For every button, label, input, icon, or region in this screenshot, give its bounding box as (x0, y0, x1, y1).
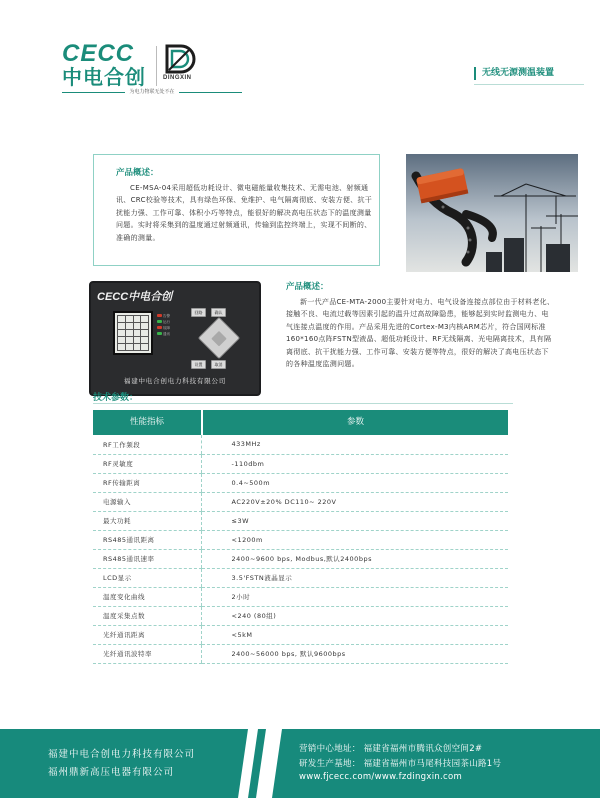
product-photo (406, 154, 578, 272)
footer-company-1: 福建中电合创电力科技有限公司 (48, 749, 196, 760)
col-value-header: 参数 (203, 410, 508, 435)
spec-row (93, 530, 508, 549)
spec-row (93, 492, 508, 511)
spec-row (93, 568, 508, 587)
device-panel (89, 281, 261, 396)
header-rule (474, 84, 584, 85)
specs-header (93, 410, 508, 435)
overview-box-2 (271, 281, 561, 393)
spec-name: RF传输距离 (93, 473, 201, 492)
spec-name: 光纤通讯波特率 (93, 644, 201, 663)
footer (0, 729, 600, 798)
overview2-title: 产品概述： (286, 282, 329, 292)
overview-box-1 (93, 154, 380, 266)
spec-value: AC220V±20% DC110~ 220V (201, 492, 508, 511)
specs-rule (93, 403, 513, 404)
spec-value: 3.5'FSTN液晶显示 (201, 568, 508, 587)
spec-name: 温度变化曲线 (93, 587, 201, 606)
spec-name: 温度采集点数 (93, 606, 201, 625)
spec-name: 光纤通讯距离 (93, 625, 201, 644)
spec-value: 433MHz (201, 435, 508, 454)
led-comm (157, 332, 162, 335)
spec-row (93, 473, 508, 492)
footer-sales-address: 营销中心地址： 福建省福州市腾讯众创空间2# (299, 744, 483, 754)
specs-title: 技术参数： (93, 393, 139, 403)
spec-row (93, 606, 508, 625)
spec-name: RS485通讯速率 (93, 549, 201, 568)
spec-value: 2小时 (201, 587, 508, 606)
logo-en: CECC (62, 40, 135, 67)
spec-row (93, 625, 508, 644)
spec-value: 2400~56000 bps, 默认9600bps (201, 644, 508, 663)
led-run (157, 320, 162, 323)
spec-name: LCD显示 (93, 568, 201, 587)
spec-value: -110dbm (201, 454, 508, 473)
device-logo: CECC中电合创 (97, 291, 173, 303)
lcd-screen (113, 311, 153, 355)
return-button[interactable]: 回路 (191, 308, 206, 317)
direction-pad[interactable] (198, 317, 240, 359)
spec-value: ≤3W (201, 511, 508, 530)
footer-website[interactable]: www.fjcecc.com/www.fzdingxin.com (299, 772, 463, 782)
overview1-title: 产品概述： (116, 168, 159, 178)
status-leds (157, 314, 162, 338)
confirm-button[interactable]: 确认 (211, 308, 226, 317)
footer-slant (238, 729, 282, 798)
product-tag: 无线无源测温装置 (474, 67, 554, 80)
specs-table (93, 435, 508, 664)
led-labels: 告警 运行 故障 通讯 (163, 314, 170, 336)
spec-row (93, 587, 508, 606)
dingxin-name: DINGXIN (163, 75, 192, 81)
spec-row (93, 454, 508, 473)
spec-name: 电源输入 (93, 492, 201, 511)
overview1-body: CE-MSA-04采用超低功耗设计、微电磁能量收集技术、无需电池、射频通讯、CRC校验等技术，具有绿色环保、免维护、电气隔离彻底、安装方便、抗干扰能力强、工作可靠、体积小巧等特点，能很好的解决高电压状态下的温度测量问题。实时将采集到的温度通过射频通讯，传输到监控终端上，实现不间断的、准确的测量。 (116, 184, 373, 242)
logo-cn: 中电合创 (62, 65, 146, 89)
slogan: 为电力物联无处不在 (62, 88, 242, 95)
spec-row (93, 644, 508, 663)
logo-divider (156, 46, 157, 86)
overview2-body: 新一代产品CE-MTA-2000主要针对电力、电气设备连接点部位由于材料老化、接触不良、电流过载等因素引起的温升过高故障隐患，能够起到实时监测电力、电气连接点温度的作用。产品采用先进的Cortex-M3内核ARM芯片，符合国网标准160*160点阵FSTN型液晶、超低功耗设计、RF无线隔离、光电隔离技术，具有隔离彻底、抗干扰能力强、工作可靠、安装方便等特点，很好的解决了高电压状态下的各种温度监测问题。 (286, 298, 555, 369)
spec-value: <5kM (201, 625, 508, 644)
cecc-logo (62, 42, 152, 88)
spec-name: 最大功耗 (93, 511, 201, 530)
spec-name: RS485通讯距离 (93, 530, 201, 549)
spec-value: <1200m (201, 530, 508, 549)
spec-value: 2400~9600 bps, Modbus,默认2400bps (201, 549, 508, 568)
spec-row (93, 549, 508, 568)
footer-factory-address: 研发生产基地： 福建省福州市马尾科技园茶山路1号 (299, 759, 502, 769)
spec-value: 0.4~500m (201, 473, 508, 492)
footer-company-2: 福州鼎新高压电器有限公司 (48, 767, 175, 778)
spec-value: <240 (80组) (201, 606, 508, 625)
led-fault (157, 326, 162, 329)
led-alarm (157, 314, 162, 317)
device-footer: 福建中电合创电力科技有限公司 (123, 377, 227, 385)
spec-row (93, 435, 508, 454)
col-name-header: 性能指标 (93, 410, 201, 435)
set-button[interactable]: 设置 (191, 360, 206, 369)
spec-name: RF灵敏度 (93, 454, 201, 473)
spec-name: RF工作频段 (93, 435, 201, 454)
dingxin-mark-icon (163, 44, 197, 74)
dingxin-logo (163, 44, 203, 81)
cancel-button[interactable]: 取消 (211, 360, 226, 369)
spec-row (93, 511, 508, 530)
